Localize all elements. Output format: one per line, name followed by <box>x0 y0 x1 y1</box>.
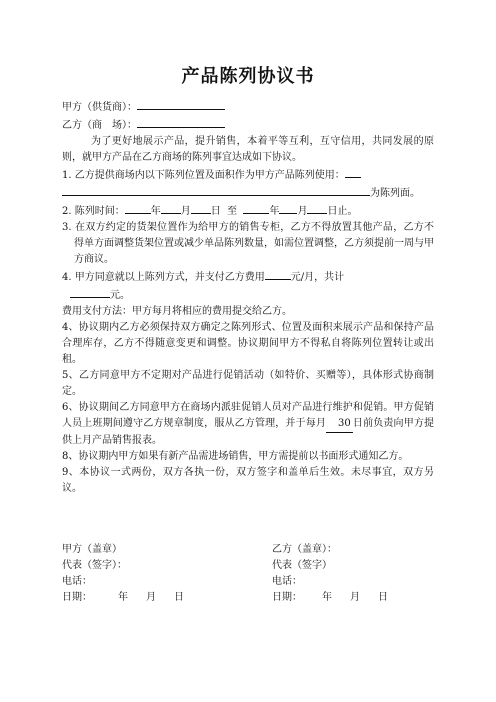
clause-2-year1: 年 <box>150 206 161 217</box>
payment-method: 费用支付方法：甲方每月将相应的费用提交给乙方。 <box>62 306 292 317</box>
party-a-line <box>62 98 434 116</box>
party-b-label: 乙方（商 场）： <box>62 120 137 131</box>
clause-1 <box>62 166 434 202</box>
party-a-blank[interactable] <box>137 98 225 110</box>
clause-2-month1: 月 <box>180 206 191 217</box>
sign-a-date-line <box>62 590 184 606</box>
clause-1-blank-a[interactable] <box>345 166 361 178</box>
clause-4-unit: 元/月，共计 <box>290 272 345 283</box>
sign-b-day: 日 <box>378 592 388 603</box>
clause-7-day[interactable]: 30 <box>326 416 353 433</box>
sign-b-phone: 电话： <box>272 576 302 587</box>
clause-8: 8、协议期内甲方如果有新产品需进场销售，甲方需提前以书面形式通知乙方。 <box>62 451 409 462</box>
sign-b-party: 乙方（盖章）： <box>272 544 337 555</box>
party-b-line <box>62 116 434 134</box>
clause-2 <box>62 202 434 220</box>
clause-2-day2: 日止。 <box>327 206 358 217</box>
clause-3: 3. 在双方约定的货架位置作为给甲方的销售专柜，乙方不得放置其他产品，乙方不得单方面调整货架位置或减少单品陈列数量，如需位置调整，乙方须提前一周与甲方商议。 <box>62 222 434 265</box>
clause-2-year2-blank[interactable] <box>243 202 269 214</box>
clause-4-text: 4. 甲方同意就以上陈列方式，并支付乙方费用 <box>62 272 265 283</box>
clause-9: 9、本协议一式两份，双方各执一份，双方签字和盖单后生效。未尽事宜，双方另议。 <box>62 467 434 494</box>
clause-5: 4、协议期内乙方必须保持双方确定之陈列形式、位置及面积来展示产品和保持产品合理库存，乙方不得随意变更和调整。协议期间甲方不得私自将陈列位置转让或出租。 <box>62 322 434 365</box>
clause-2-day1-blank[interactable] <box>191 202 211 214</box>
clause-2-month2: 月 <box>297 206 308 217</box>
clause-7-suffix: 日前负责向甲方提供上月产品销售报表。 <box>62 418 435 446</box>
clause-2-day1: 日 <box>210 206 221 217</box>
sign-a-phone: 电话： <box>62 576 92 587</box>
clause-4-total-blank[interactable] <box>70 286 110 298</box>
sign-a-month: 月 <box>146 592 156 603</box>
clause-2-month2-blank[interactable] <box>279 202 297 214</box>
intro-paragraph: 为了更好地展示产品，提升销售，本着平等互利，互守信用，共同发展的原则，就甲方产品在乙方商场的陈列事宜达成如下协议。 <box>62 136 434 163</box>
sign-b-year: 年 <box>322 592 332 603</box>
clause-1-suffix: 为陈列面。 <box>370 188 420 199</box>
clause-1-blank-b[interactable] <box>62 184 370 196</box>
document-title: 产品陈列协议书 <box>181 66 315 87</box>
sign-a-year: 年 <box>118 592 128 603</box>
signature-block-b <box>272 542 388 606</box>
clause-7-text: 6、协议期间乙方同意甲方在商场内派驻促销人员对产品进行维护和促销。甲方促销人员上班期间遵守乙方规章制度，服从乙方管理，并于每月 <box>62 402 434 429</box>
clause-2-month1-blank[interactable] <box>161 202 181 214</box>
sign-b-date-label: 日期： <box>272 592 302 603</box>
sign-a-date-label: 日期： <box>62 592 92 603</box>
sign-b-date-line <box>272 590 388 606</box>
clause-6: 5、乙方同意甲方不定期对产品进行促销活动（如特价、买赠等），具体形式协商制定。 <box>62 370 434 397</box>
party-b-blank[interactable] <box>137 116 225 128</box>
clause-2-prefix: 2. 陈列时间： <box>62 206 125 217</box>
sign-b-month: 月 <box>350 592 360 603</box>
clause-2-day2-blank[interactable] <box>307 202 327 214</box>
sign-a-day: 日 <box>174 592 184 603</box>
clause-1-text: 1. 乙方提供商场内以下陈列位置及面积作为甲方产品陈列使用： <box>62 170 345 181</box>
clause-2-to: 至 <box>227 206 238 217</box>
party-a-label: 甲方（供货商）： <box>62 102 137 113</box>
sign-a-party: 甲方（盖章） <box>62 544 122 555</box>
clause-2-year2: 年 <box>269 206 280 217</box>
agreement-body <box>62 98 434 497</box>
sign-b-rep: 代表（签字） <box>272 560 332 571</box>
clause-2-year1-blank[interactable] <box>125 202 151 214</box>
clause-4-monthly-fee-blank[interactable] <box>265 268 291 280</box>
sign-a-rep: 代表（签字）： <box>62 560 127 571</box>
clause-7 <box>62 400 434 449</box>
clause-4-suffix: 元。 <box>110 290 130 301</box>
clause-4 <box>62 268 434 304</box>
signature-block-a <box>62 542 184 606</box>
